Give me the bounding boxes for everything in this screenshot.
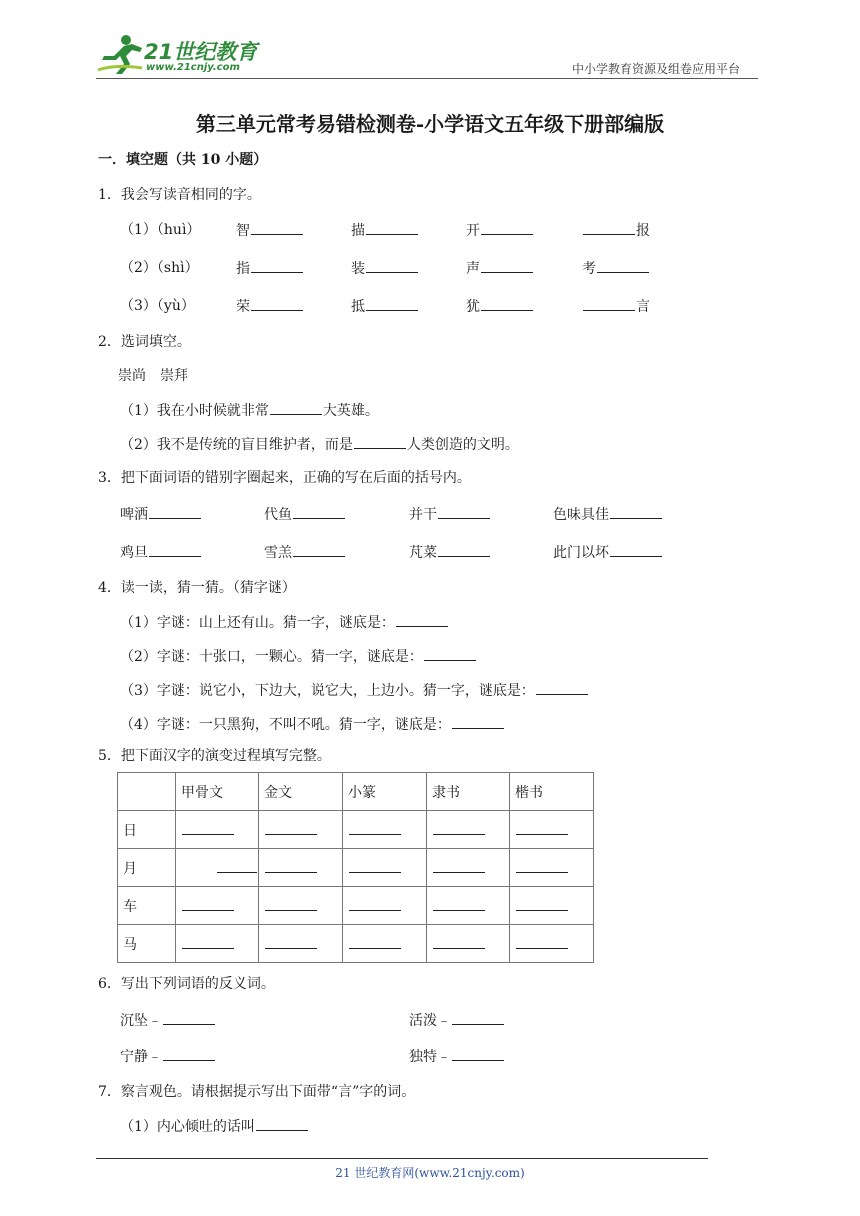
q3-r1-w4: 色味具佳 xyxy=(553,504,663,525)
logo xyxy=(96,34,256,78)
table-header-cell: 楷书 xyxy=(510,773,594,811)
q6-item4: 独特﹣ xyxy=(409,1046,505,1067)
row-char: 月 xyxy=(118,849,176,887)
q1-row3-label: （3）（yù） xyxy=(120,298,195,314)
q1-row1-item3: 开 xyxy=(466,220,534,241)
q1-row2-item1: 指 xyxy=(236,258,304,279)
q2-sentence2: （2）我不是传统的盲目维护者，而是 人类创造的文明。 xyxy=(120,434,519,455)
q6-item1: 沉坠﹣ xyxy=(120,1010,216,1031)
table-header-cell: 金文 xyxy=(259,773,343,811)
q2-stem: 2．选词填空。 xyxy=(98,334,191,350)
row-char: 车 xyxy=(118,887,176,925)
q3-stem: 3．把下面词语的错别字圈起来，正确的写在后面的括号内。 xyxy=(98,470,471,486)
q1-row1-label: （1）（huì） xyxy=(120,222,201,238)
header-right-text: 中小学教育资源及组卷应用平台 xyxy=(572,62,741,76)
q3-r1-w1: 啤洒 xyxy=(120,504,202,525)
logo-main-text: 21世纪教育 xyxy=(144,40,258,64)
q1-row2-item3: 声 xyxy=(466,258,534,279)
q4-item2: （2）字谜：十张口，一颗心。猜一字，谜底是： xyxy=(120,646,477,667)
q1-row3-item1: 荣 xyxy=(236,296,304,317)
q2-words: 崇尚 崇拜 xyxy=(118,368,188,384)
table-header-cell: 隶书 xyxy=(427,773,510,811)
row-char: 日 xyxy=(118,811,176,849)
runner-logo-icon xyxy=(96,34,144,76)
q5-stem: 5．把下面汉字的演变过程填写完整。 xyxy=(98,748,331,764)
q1-row3-item3: 犹 xyxy=(466,296,534,317)
q1-row2-item4: 考 xyxy=(582,258,650,279)
q4-item3: （3）字谜：说它小，下边大，说它大，上边小。猜一字，谜底是： xyxy=(120,680,589,701)
q1-row2-item2: 装 xyxy=(351,258,419,279)
row-char: 马 xyxy=(118,925,176,963)
table-header-cell xyxy=(118,773,176,811)
q1-row1-item4: 报 xyxy=(582,220,650,241)
q4-stem: 4．读一读，猜一猜。（猜字谜） xyxy=(98,580,296,596)
q1-row1-item2: 描 xyxy=(351,220,419,241)
table-row xyxy=(118,849,594,887)
q4-item1: （1）字谜：山上还有山。猜一字，谜底是： xyxy=(120,612,449,633)
q3-r1-w3: 并干 xyxy=(409,504,491,525)
table-header-cell: 小篆 xyxy=(343,773,427,811)
table-row xyxy=(118,925,594,963)
q3-r2-w2: 雪羔 xyxy=(264,542,346,563)
q3-r1-w2: 代鱼 xyxy=(264,504,346,525)
footer-divider xyxy=(96,1158,708,1159)
header-divider xyxy=(96,78,758,79)
table-header-cell: 甲骨文 xyxy=(176,773,259,811)
q6-item3: 宁静﹣ xyxy=(120,1046,216,1067)
q6-stem: 6．写出下列词语的反义词。 xyxy=(98,976,275,992)
q4-item4: （4）字谜：一只黑狗，不叫不吼。猜一字，谜底是： xyxy=(120,714,505,735)
q2-sentence1: （1）我在小时候就非常 大英雄。 xyxy=(120,400,379,421)
q3-r2-w4: 此门以坏 xyxy=(553,542,663,563)
q3-r2-w3: 芃菜 xyxy=(409,542,491,563)
table-header-row xyxy=(118,773,594,811)
q1-row3-item4: 言 xyxy=(582,296,650,317)
page-title: 第三单元常考易错检测卷-小学语文五年级下册部编版 xyxy=(195,112,665,136)
q6-item2: 活泼﹣ xyxy=(409,1010,505,1031)
q1-stem: 1．我会写读音相同的字。 xyxy=(98,187,261,203)
q7-stem: 7．察言观色。请根据提示写出下面带“言”字的词。 xyxy=(98,1084,416,1100)
section-heading: 一．填空题（共 10 小题） xyxy=(98,152,268,168)
table-row xyxy=(118,811,594,849)
evolution-table xyxy=(117,772,594,963)
q1-row3-item2: 抵 xyxy=(351,296,419,317)
q7-item1: （1）内心倾吐的话叫 xyxy=(120,1116,309,1137)
q3-r2-w1: 鸡旦 xyxy=(120,542,202,563)
logo-sub-text: www.21cnjy.com xyxy=(146,62,240,73)
q1-row2-label: （2）（shì） xyxy=(120,260,199,276)
footer-text: 21 世纪教育网(www.21cnjy.com) xyxy=(335,1166,525,1180)
table-row xyxy=(118,887,594,925)
q1-row1-item1: 智 xyxy=(236,220,304,241)
